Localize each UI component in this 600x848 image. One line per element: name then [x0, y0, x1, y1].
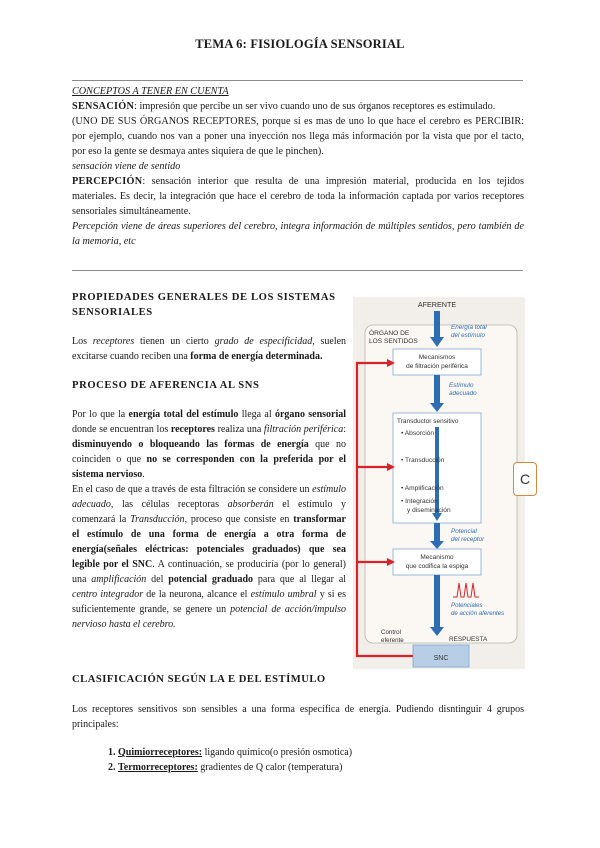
- filtration-box: [393, 349, 481, 375]
- mecanismos-label-2: de filtración periférica: [406, 363, 468, 370]
- transduccion-text: Transducción: [405, 457, 445, 464]
- text-run: del: [151, 574, 164, 585]
- energia-label-1: Energía total: [451, 324, 487, 331]
- text-run: filtración periférica: [263, 424, 344, 435]
- text-run: amplificación: [91, 574, 147, 585]
- mecanismos-label-1: Mecanismos: [418, 354, 456, 361]
- sensacion-definition: : impresión que percibe un ser vivo cuando uno de sus órganos receptores es estimulado.: [134, 101, 496, 112]
- text-run: llega al: [241, 409, 272, 420]
- sensacion-term: SENSACIÓN: [72, 101, 135, 112]
- potencial-label-2: del receptor: [451, 536, 485, 543]
- mecanismo-label-2: que codifica la espiga: [405, 563, 469, 570]
- list-term: Quimiorreceptores:: [118, 747, 203, 758]
- text-run: absorberán: [227, 499, 274, 510]
- absorcion-label: • Absorción: [401, 430, 435, 437]
- left-column: [72, 290, 346, 632]
- organo-label-1: ÓRGANO DE: [369, 330, 410, 337]
- mecanismo-label-1: Mecanismo: [420, 554, 454, 561]
- list-number: 1.: [108, 747, 116, 758]
- text-run: receptores: [92, 336, 135, 347]
- concepts-heading: CONCEPTOS A TENER EN CUENTA: [72, 86, 229, 97]
- propiedades-paragraph: [72, 334, 346, 364]
- proceso-paragraph-1: [72, 407, 346, 482]
- percepcion-term: PERCEPCIÓN: [72, 176, 143, 187]
- text-run: tienen un cierto: [140, 336, 209, 347]
- text-run: forma de energía determinada.: [190, 351, 323, 362]
- text-run: energía total del estímulo: [128, 409, 239, 420]
- text-run: Transducción: [130, 514, 185, 525]
- text-run: potencial de acción/impulso nervioso hasta el cerebro.: [72, 604, 346, 630]
- text-run: centro integrador: [72, 589, 144, 600]
- estimulo-label-2: adecuado: [449, 390, 477, 397]
- text-run: estímulo umbral: [250, 589, 317, 600]
- text-run: realiza una: [217, 424, 262, 435]
- text-run: suelen excitarse cuando reciben una: [72, 336, 347, 362]
- text-run: de la neurona, alcance el: [146, 589, 248, 600]
- control-label-2: eferente: [381, 637, 404, 644]
- text-run: receptores: [170, 424, 215, 435]
- text-run: En el caso de que a través de esta filtración se considere un: [72, 484, 310, 495]
- list-item: [108, 745, 352, 760]
- action-arrow-shaft: [434, 575, 440, 629]
- propiedades-heading: PROPIEDADES GENERALES DE LOS SISTEMAS SENSORIALES: [72, 292, 336, 318]
- list-desc: ligando químico(o presión osmotica): [204, 747, 353, 758]
- text-run: , las células receptoras: [110, 499, 219, 510]
- pot-accion-label-1: Potenciales: [451, 602, 483, 609]
- list-item: [108, 760, 352, 775]
- amplificacion-label: • Amplificación: [401, 485, 444, 492]
- text-run: disminuyendo o bloqueando las formas de energía: [72, 439, 309, 450]
- text-run: potencial graduado: [168, 574, 254, 585]
- text-run: para que al llegar al: [257, 574, 347, 585]
- integracion-label-1: • Integración: [401, 498, 438, 505]
- percepcion-definition: : sensación interior que resulta de una impresión material, producida en los tejidos materiales. Es decir, la integración que hace el cerebro de toda la información captada por varios receptores sensoriales simultáneamente.: [72, 176, 524, 217]
- clasificacion-intro-wrap: [72, 702, 524, 732]
- text-run: el estímulo y comenzará la: [72, 499, 347, 525]
- text-run: órgano sensorial: [274, 409, 347, 420]
- concepts-section: [72, 84, 524, 249]
- amplificacion-text: Amplificación: [404, 485, 444, 492]
- potencial-label-1: Potencial: [451, 528, 477, 535]
- sensacion-paragraph: [72, 99, 524, 114]
- text-run: , proceso que consiste en: [184, 514, 290, 525]
- aferente-label: AFERENTE: [417, 300, 457, 309]
- energia-label-2: del estímulo: [451, 332, 485, 339]
- stimulus-arrow-shaft: [434, 375, 440, 405]
- proceso-paragraph-2: [72, 482, 346, 632]
- respuesta-label: RESPUESTA: [449, 636, 488, 643]
- integracion-label-2: y diseminación: [407, 507, 451, 514]
- text-run: transformar el estímulo de una forma de energía a otra forma de energía(señales eléctricas: potenciales graduados) que sea legible por el SNC: [72, 514, 346, 570]
- afferent-process-diagram: [353, 297, 525, 669]
- text-run: donde se encuentran los: [72, 424, 169, 435]
- percepcion-paragraph: [72, 174, 524, 219]
- text-run: que no coinciden o que: [72, 439, 346, 465]
- page-title: TEMA 6: FISIOLOGÍA SENSORIAL: [195, 37, 405, 51]
- text-run: y si es suficientemente grande, se genere un: [72, 589, 346, 615]
- spike-coding-box: [393, 549, 481, 575]
- text-run: estímulo adecuado: [72, 484, 347, 510]
- estimulo-label-1: Estímulo: [449, 382, 474, 389]
- text-run: . A continuación, se produciría (por lo general) una: [72, 559, 346, 585]
- classification-list: [108, 745, 352, 775]
- diagram-svg: [353, 297, 525, 669]
- snc-label: SNC: [433, 655, 449, 662]
- absorcion-text: Absorción: [404, 430, 435, 437]
- integracion-text: Integración: [405, 498, 438, 505]
- clasificacion-intro: Los receptores sensitivos son sensibles a una forma específica de energía. Pudiendo disntinguir 4 grupos principales:: [72, 704, 524, 730]
- concepts-bottom-divider: [72, 270, 523, 271]
- energy-arrow-shaft: [434, 311, 440, 339]
- organos-note: (UNO DE SUS ÓRGANOS RECEPTORES, porque si es mas de uno lo que hace el cerebro es PERCIBIR: por ejemplo, cuando nos van a poner una inyección nos llega más información por la vista que por el tacto, por eso la gente se desmaya antes siquiera de que le pinchen).: [72, 116, 524, 157]
- control-label-1: Control: [381, 629, 401, 636]
- percepcion-note: Percepción viene de áreas superiores del cerebro, integra información de múltiples sentidos, pero también de la memoria, etc: [72, 221, 524, 247]
- transduccion-label: • Transducción: [401, 457, 445, 464]
- clasificacion-heading: CLASIFICACIÓN SEGÚN LA E DEL ESTÍMULO: [72, 674, 326, 685]
- cropped-edge-box: C: [513, 462, 537, 496]
- text-run: grado de especificidad,: [214, 336, 315, 347]
- top-divider: [72, 80, 523, 81]
- pot-accion-label-2: de acción aferentes: [451, 610, 505, 617]
- sensacion-note: sensación viene de sentido: [72, 161, 181, 172]
- text-run: no se corresponden con la preferida por el sistema nervioso: [72, 454, 347, 480]
- clasificacion-heading-wrap: [72, 672, 524, 687]
- list-term: Termorreceptores:: [118, 762, 198, 773]
- text-run: :: [343, 424, 346, 435]
- text-run: Los: [72, 336, 87, 347]
- list-desc: gradientes de Q calor (temperatura): [200, 762, 343, 773]
- text-run: .: [142, 469, 145, 480]
- transductor-label: Transductor sensitivo: [397, 418, 459, 425]
- text-run: Por lo que la: [72, 409, 126, 420]
- proceso-heading: PROCESO DE AFERENCIA AL SNS: [72, 380, 260, 391]
- organo-label-2: LOS SENTIDOS: [369, 338, 418, 345]
- potential-arrow-shaft: [434, 523, 440, 543]
- list-number: 2.: [108, 762, 116, 773]
